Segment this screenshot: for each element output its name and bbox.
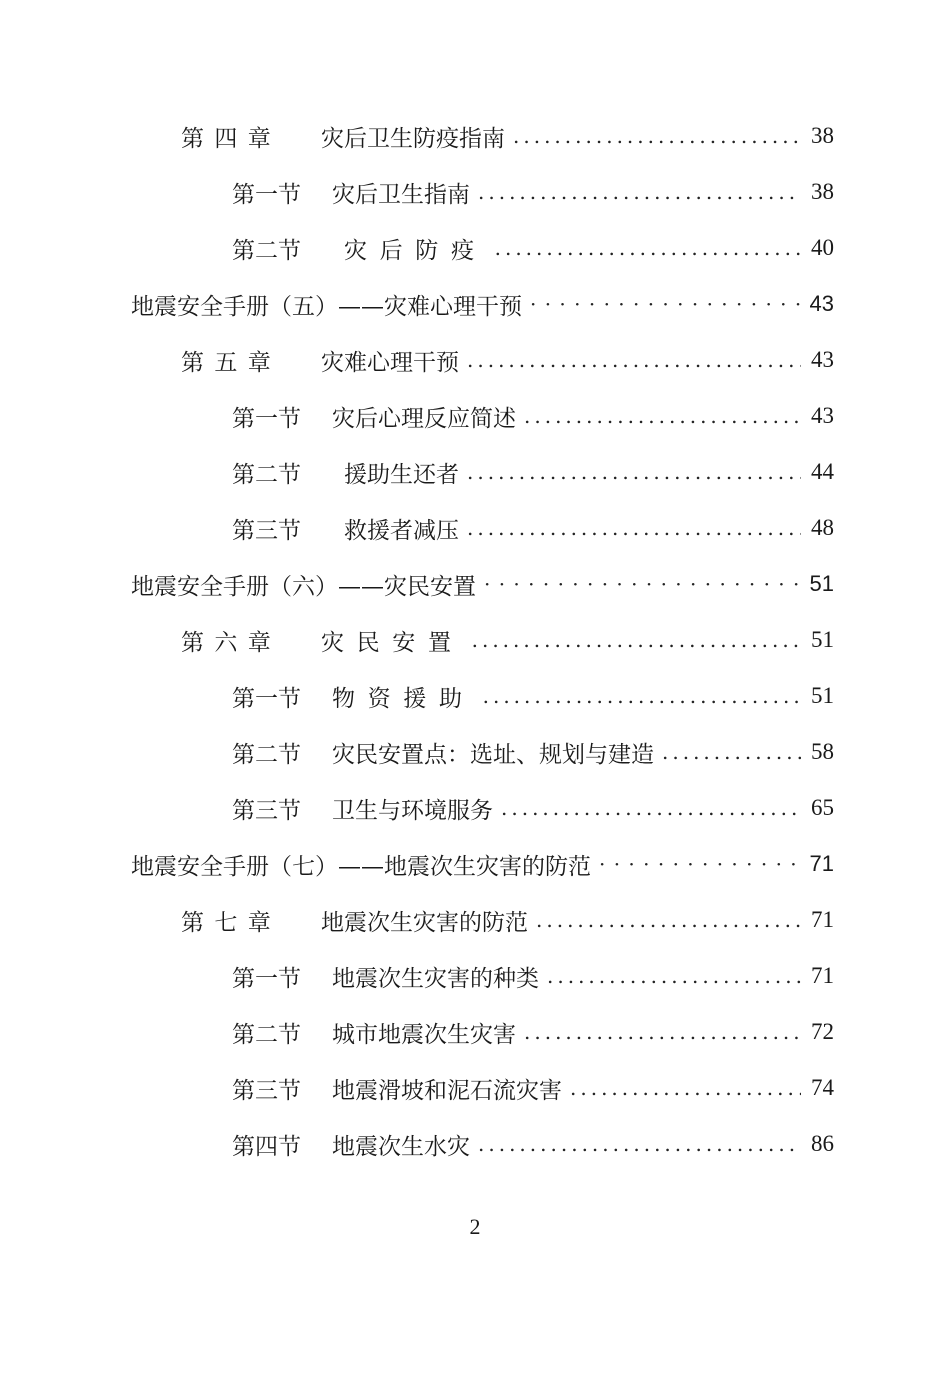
toc-entry-title: 地震滑坡和泥石流灾害	[332, 1077, 562, 1104]
dot-leader	[599, 852, 800, 876]
toc-entry-title: 地震次生水灾	[332, 1133, 470, 1160]
toc-entry-section[interactable]	[232, 1012, 834, 1052]
toc-entry-title: 城市地震次生灾害	[332, 1021, 516, 1048]
toc-entry-section[interactable]	[232, 396, 834, 436]
toc-entry-prefix: 第一节	[232, 405, 301, 432]
toc-entry-title: 地震次生灾害的种类	[332, 965, 539, 992]
toc-entry-section[interactable]	[232, 676, 834, 716]
dot-leader	[467, 348, 801, 372]
toc-entry-prefix: 第二节	[232, 741, 301, 768]
toc-entry-page: 71	[809, 851, 834, 876]
toc-entry-title: 灾民安置	[321, 629, 464, 656]
toc-entry-section[interactable]	[232, 788, 834, 828]
toc-entry-page: 43	[811, 403, 834, 428]
toc-entry-manual-6[interactable]	[131, 564, 834, 604]
toc-entry-label	[232, 1072, 562, 1105]
toc-entry-page: 38	[811, 179, 834, 204]
dot-leader	[536, 908, 801, 932]
dot-leader	[530, 292, 800, 316]
toc-entry-label	[232, 960, 539, 993]
toc-entry-title: 地震安全手册（七）——地震次生灾害的防范	[131, 853, 591, 880]
toc-entry-page: 65	[811, 795, 834, 820]
toc-entry-label	[181, 344, 459, 377]
dot-leader	[662, 740, 801, 764]
toc-entry-title: 灾后防疫	[344, 237, 487, 264]
toc-entry-label	[232, 792, 493, 825]
toc-entry-page: 71	[811, 907, 834, 932]
toc-entry-prefix: 第四章	[181, 125, 282, 152]
toc-entry-page: 86	[811, 1131, 834, 1156]
dot-leader	[478, 1132, 801, 1156]
toc-entry-section[interactable]	[232, 956, 834, 996]
dot-leader	[513, 124, 801, 148]
page-number: 2	[469, 1214, 481, 1239]
toc-entry-section[interactable]	[232, 1124, 834, 1164]
toc-entry-page: 58	[811, 739, 834, 764]
toc-entry-title: 物资援助	[332, 685, 475, 712]
toc-entry-page: 48	[811, 515, 834, 540]
toc-entry-label	[232, 1128, 470, 1161]
toc-entry-title: 灾后卫生防疫指南	[321, 125, 505, 152]
dot-leader	[501, 796, 801, 820]
toc-entry-label	[181, 120, 505, 153]
toc-entry-page: 43	[809, 291, 834, 316]
toc-entry-page: 43	[811, 347, 834, 372]
toc-entry-prefix: 第五章	[181, 349, 282, 376]
dot-leader	[483, 684, 801, 708]
toc-entry-chapter-7[interactable]	[181, 900, 834, 940]
toc-entry-section[interactable]	[232, 508, 834, 548]
dot-leader	[478, 180, 801, 204]
toc-entry-title: 地震安全手册（六）——灾民安置	[131, 573, 476, 600]
toc-entry-manual-7[interactable]	[131, 844, 834, 884]
toc-entry-prefix: 第六章	[181, 629, 282, 656]
toc-entry-title: 灾民安置点：选址、规划与建造	[332, 741, 654, 768]
toc-entry-prefix: 第四节	[232, 1133, 301, 1160]
toc-entry-label	[232, 680, 475, 713]
toc-entry-page: 51	[809, 571, 834, 596]
toc-entry-title: 救援者减压	[344, 517, 459, 544]
toc-entry-title: 灾难心理干预	[321, 349, 459, 376]
toc-entry-label	[232, 736, 654, 769]
toc-entry-section[interactable]	[232, 228, 834, 268]
toc-entry-title: 灾后心理反应简述	[332, 405, 516, 432]
toc-entry-label	[232, 1016, 516, 1049]
dot-leader	[547, 964, 801, 988]
toc-entry-title: 地震安全手册（五）——灾难心理干预	[131, 293, 522, 320]
toc-entry-page: 40	[811, 235, 834, 260]
toc-entry-prefix: 第三节	[232, 517, 301, 544]
toc-entry-section[interactable]	[232, 732, 834, 772]
toc-entry-prefix: 第一节	[232, 965, 301, 992]
toc-entry-page: 38	[811, 123, 834, 148]
toc-entry-prefix: 第二节	[232, 237, 301, 264]
toc-entry-chapter-6[interactable]	[181, 620, 834, 660]
toc-entry-manual-5[interactable]	[131, 284, 834, 324]
toc-entry-chapter-5[interactable]	[181, 340, 834, 380]
toc-entry-section[interactable]	[232, 452, 834, 492]
toc-entry-title: 地震次生灾害的防范	[321, 909, 528, 936]
toc-entry-section[interactable]	[232, 1068, 834, 1108]
dot-leader	[524, 404, 801, 428]
dot-leader	[570, 1076, 801, 1100]
toc-entry-label	[232, 400, 516, 433]
toc-entry-page: 72	[811, 1019, 834, 1044]
toc-entry-prefix: 第七章	[181, 909, 282, 936]
toc-entry-prefix: 第一节	[232, 181, 301, 208]
dot-leader	[524, 1020, 801, 1044]
toc-entry-prefix: 第二节	[232, 461, 301, 488]
dot-leader	[467, 460, 801, 484]
toc-entry-page: 74	[811, 1075, 834, 1100]
toc-entry-page: 71	[811, 963, 834, 988]
dot-leader	[467, 516, 801, 540]
toc-entry-title: 灾后卫生指南	[332, 181, 470, 208]
toc-entry-page: 51	[811, 627, 834, 652]
toc-entry-prefix: 第二节	[232, 1021, 301, 1048]
toc-entry-label	[181, 904, 528, 937]
toc-entry-page: 44	[811, 459, 834, 484]
toc-entry-title: 援助生还者	[344, 461, 459, 488]
toc-entry-title: 卫生与环境服务	[332, 797, 493, 824]
toc-entry-page: 51	[811, 683, 834, 708]
dot-leader	[495, 236, 801, 260]
dot-leader	[484, 572, 800, 596]
toc-entry-chapter-4[interactable]	[181, 116, 834, 156]
toc-entry-section[interactable]	[232, 172, 834, 212]
toc-entry-prefix: 第一节	[232, 685, 301, 712]
toc-entry-label	[232, 176, 470, 209]
dot-leader	[472, 628, 801, 652]
toc-entry-prefix: 第三节	[232, 797, 301, 824]
toc-entry-label	[232, 456, 459, 489]
toc-entry-label	[181, 624, 464, 657]
toc-entry-prefix: 第三节	[232, 1077, 301, 1104]
toc-entry-label	[232, 232, 487, 265]
toc-entry-label	[232, 512, 459, 545]
